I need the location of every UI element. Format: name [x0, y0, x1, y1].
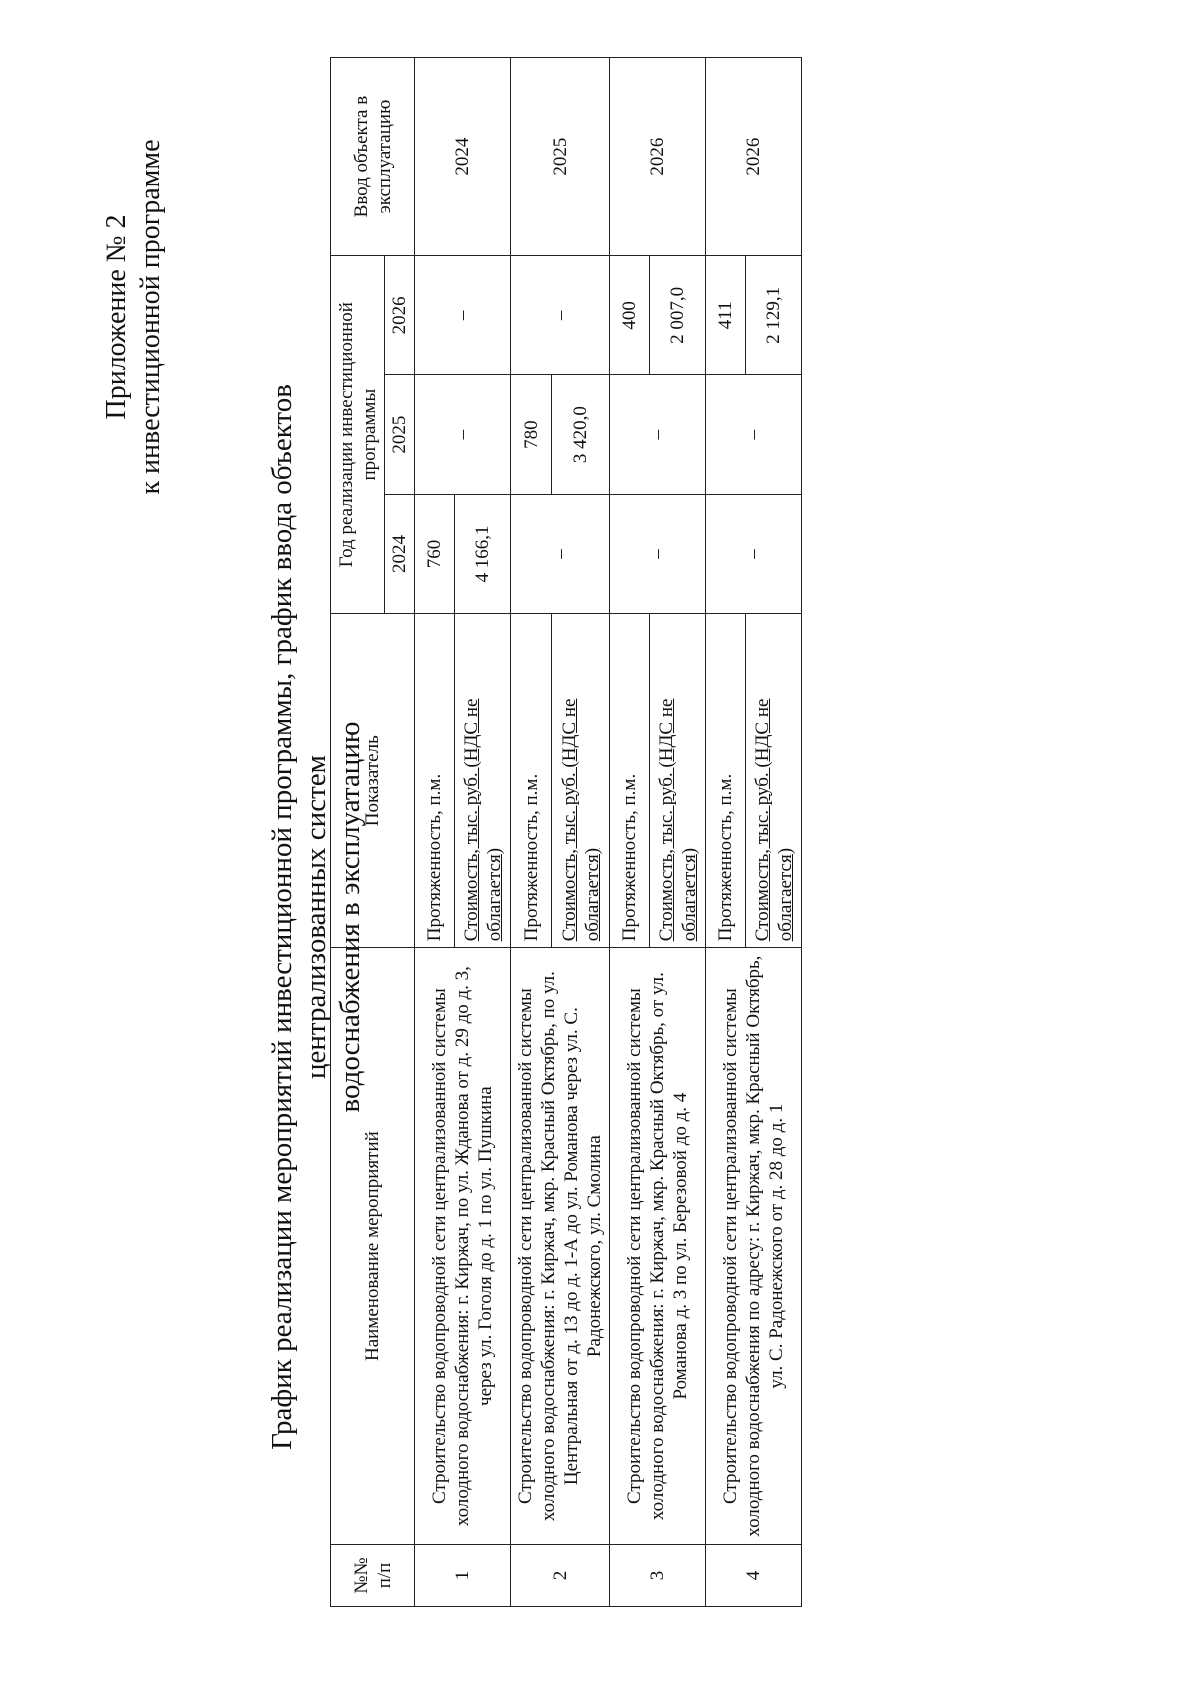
row-length-label: Протяженность, п.м.: [706, 614, 746, 948]
row-length-2026: –: [511, 256, 610, 375]
row-length-2024: 760: [415, 494, 455, 613]
row-cost-label: Стоимость, тыс. руб. (НДС не облагается): [746, 614, 802, 948]
row-length-2026: 411: [706, 256, 746, 375]
header-name: Наименование мероприятий: [331, 948, 415, 1545]
appendix-header: [100, 107, 168, 527]
row-length-2026: 400: [610, 256, 650, 375]
row-commission: 2026: [610, 58, 706, 256]
row-length-2025: –: [415, 375, 511, 494]
row-cost-2026: 2 129,1: [746, 256, 802, 375]
row-number: 1: [415, 1544, 511, 1606]
header-indicator: Показатель: [331, 614, 415, 948]
row-length-2024: –: [610, 494, 706, 613]
row-cost-2026: 2 007,0: [650, 256, 706, 375]
header-year-2025: 2025: [385, 375, 415, 494]
title-line-1: График реализации мероприятий инвестиционной программы, график ввода объектов централизованных систем: [266, 384, 332, 1450]
row-cost-label: Стоимость, тыс. руб. (НДС не облагается): [455, 614, 511, 948]
row-name: Строительство водопроводной сети централизованной системы холодного водоснабжения: г. Киржач, мкр. Красный Октябрь, от ул. Романова д. 3 по ул. Березовой до д. 4: [610, 948, 706, 1545]
header-year-2024: 2024: [385, 494, 415, 613]
row-number: 4: [706, 1544, 802, 1606]
row-commission: 2026: [706, 58, 802, 256]
row-name: Строительство водопроводной сети централизованной системы холодного водоснабжения: г. Киржач, по ул. Жданова от д. 29 до д. 3, через ул. Гоголя до д. 1 по ул. Пушкина: [415, 948, 511, 1545]
row-length-2024: –: [511, 494, 610, 613]
row-length-label: Протяженность, п.м.: [415, 614, 455, 948]
schedule-table: [330, 57, 802, 1607]
row-name: Строительство водопроводной сети централизованной системы холодного водоснабжения: г. Киржач, мкр. Красный Октябрь, по ул. Центральная от д. 13 до д. 1-А до ул. Романова через ул. С. Радонежского, ул. Смолина: [511, 948, 610, 1545]
row-commission: 2025: [511, 58, 610, 256]
row-cost-2024: 4 166,1: [455, 494, 511, 613]
row-name: Строительство водопроводной сети централизованной системы холодного водоснабжения по адресу: г. Киржач, мкр. Красный Октябрь, ул. С. Радонежского от д. 28 до д. 1: [706, 948, 802, 1545]
header-commission: Ввод объекта в эксплуатацию: [331, 58, 415, 256]
row-cost-label: Стоимость, тыс. руб. (НДС не облагается): [650, 614, 706, 948]
row-length-label: Протяженность, п.м.: [610, 614, 650, 948]
row-length-2026: –: [415, 256, 511, 375]
header-year-group: Год реализации инвестиционной программы: [331, 256, 385, 614]
row-cost-2025: 3 420,0: [552, 375, 610, 494]
row-length-2025: 780: [511, 375, 552, 494]
row-length-label: Протяженность, п.м.: [511, 614, 552, 948]
row-number: 2: [511, 1544, 610, 1606]
row-length-2025: –: [610, 375, 706, 494]
row-cost-label: Стоимость, тыс. руб. (НДС не облагается): [552, 614, 610, 948]
row-commission: 2024: [415, 58, 511, 256]
appendix-reference: к инвестиционной программе: [135, 139, 166, 495]
header-number: №№ п/п: [331, 1544, 415, 1606]
title-line-2: водоснабжения в эксплуатацию: [334, 721, 366, 1113]
appendix-number: Приложение № 2: [101, 214, 132, 420]
header-year-2026: 2026: [385, 256, 415, 375]
row-length-2024: –: [706, 494, 802, 613]
row-length-2025: –: [706, 375, 802, 494]
row-number: 3: [610, 1544, 706, 1606]
